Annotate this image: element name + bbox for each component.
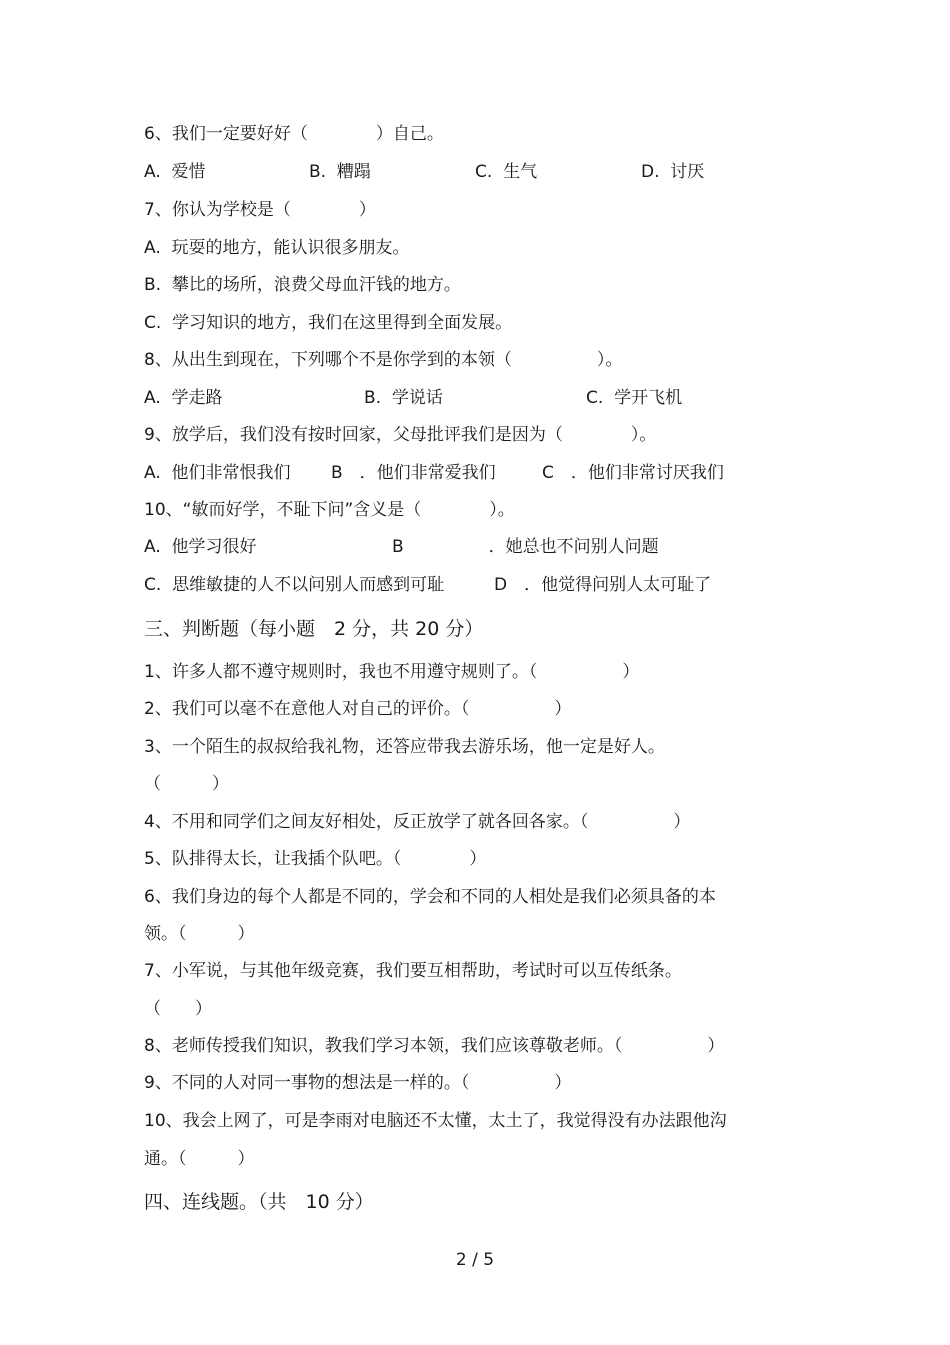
judgment-item-4: 4、不用和同学们之间友好相处，反正放学了就各回各家。（ ） (144, 812, 691, 832)
question-8-option-c: C. 学开飞机 (586, 388, 683, 408)
question-6-option-c: C. 生气 (475, 162, 538, 182)
question-10-option-d: D ．他觉得问别人太可耻了 (494, 575, 712, 595)
judgment-item-10-continued: 通。（ ） (144, 1149, 255, 1169)
question-6-option-a: A. 爱惜 (144, 162, 206, 182)
question-7-option-a: A. 玩耍的地方，能认识很多朋友。 (144, 238, 410, 258)
question-6-option-d: D. 讨厌 (641, 162, 705, 182)
judgment-item-3-continued: （ ） (144, 774, 229, 794)
judgment-item-9: 9、不同的人对同一事物的想法是一样的。（ ） (144, 1073, 572, 1093)
question-9-stem: 9、放学后，我们没有按时回家，父母批评我们是因为（ ）。 (144, 425, 657, 445)
judgment-item-2: 2、我们可以毫不在意他人对自己的评价。（ ） (144, 699, 572, 719)
question-9-option-c: C ．他们非常讨厌我们 (542, 463, 724, 483)
question-10-option-b: B ．她总也不问别人问题 (392, 537, 659, 557)
question-9-option-a: A. 他们非常恨我们 (144, 463, 291, 483)
question-7-option-c: C. 学习知识的地方，我们在这里得到全面发展。 (144, 313, 513, 333)
question-7-option-b: B. 攀比的场所，浪费父母血汗钱的地方。 (144, 275, 461, 295)
question-9-option-b: B ．他们非常爱我们 (331, 463, 496, 483)
question-8-option-b: B. 学说话 (364, 388, 443, 408)
judgment-item-8: 8、老师传授我们知识，教我们学习本领，我们应该尊敬老师。（ ） (144, 1036, 725, 1056)
judgment-item-10: 10、我会上网了，可是李雨对电脑还不太懂，太土了，我觉得没有办法跟他沟 (144, 1111, 727, 1131)
page-number: 2 / 5 (455, 1250, 495, 1270)
judgment-item-5: 5、队排得太长，让我插个队吧。（ ） (144, 849, 487, 869)
question-6-option-b: B. 糟蹋 (309, 162, 371, 182)
question-7-stem: 7、你认为学校是（ ） (144, 200, 376, 220)
judgment-item-6: 6、我们身边的每个人都是不同的，学会和不同的人相处是我们必须具备的本 (144, 887, 716, 907)
question-10-option-c: C. 思维敏捷的人不以问别人而感到可耻 (144, 575, 445, 595)
question-8-stem: 8、从出生到现在，下列哪个不是你学到的本领（ ）。 (144, 350, 623, 370)
judgment-item-1: 1、许多人都不遵守规则时，我也不用遵守规则了。（ ） (144, 662, 640, 682)
section-3-title: 三、判断题（每小题 2 分，共 20 分） (144, 618, 484, 640)
judgment-item-7: 7、小军说，与其他年级竞赛，我们要互相帮助，考试时可以互传纸条。 (144, 961, 682, 981)
judgment-item-3: 3、一个陌生的叔叔给我礼物，还答应带我去游乐场，他一定是好人。 (144, 737, 665, 757)
question-10-stem: 10、“敏而好学，不耻下问”含义是（ ）。 (144, 500, 515, 520)
question-6-stem: 6、我们一定要好好（ ）自己。 (144, 124, 444, 144)
question-8-option-a: A. 学走路 (144, 388, 223, 408)
section-4-title: 四、连线题。（共 10 分） (144, 1191, 374, 1213)
question-10-option-a: A. 他学习很好 (144, 537, 257, 557)
judgment-item-7-continued: （ ） (144, 999, 212, 1019)
judgment-item-6-continued: 领。（ ） (144, 924, 255, 944)
